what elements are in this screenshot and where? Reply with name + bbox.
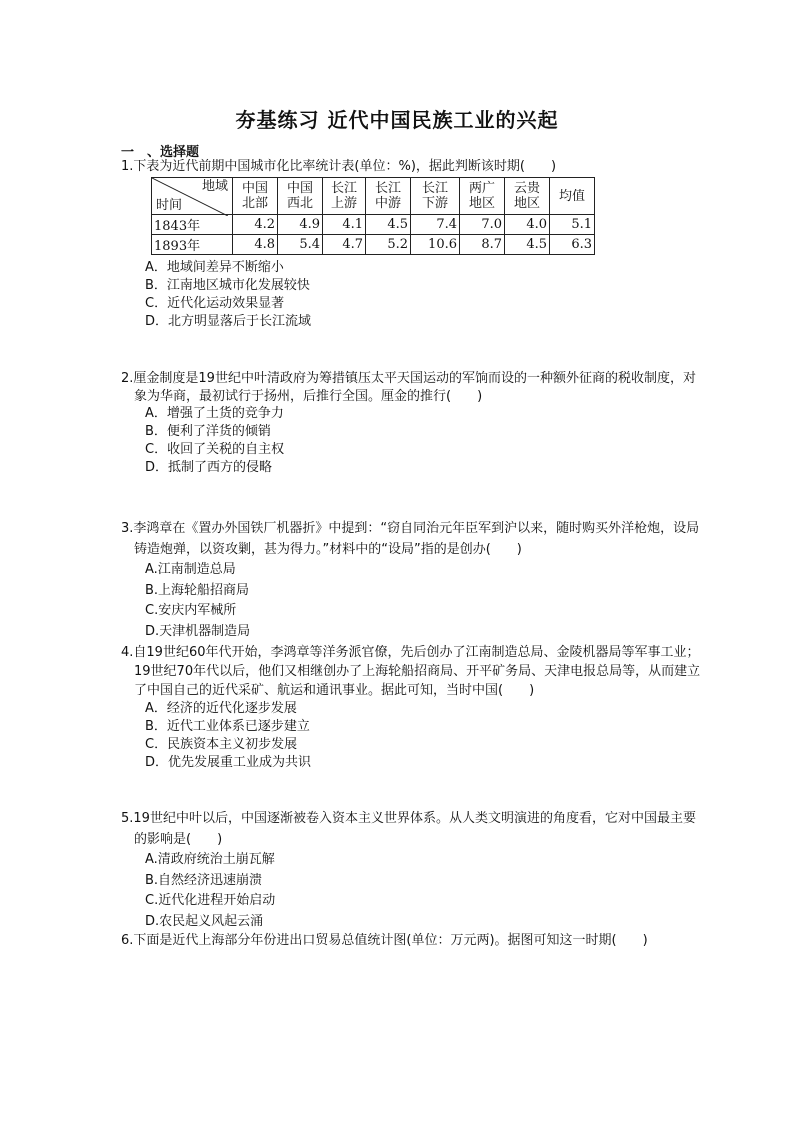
table-header: 中国 西北 — [278, 178, 323, 215]
option-c[interactable]: C．近代化运动效果显著 — [145, 296, 285, 311]
table-cell: 4.0 — [505, 215, 550, 235]
page-title: 夯基练习 近代中国民族工业的兴起 — [235, 108, 559, 132]
table-cell: 4.5 — [505, 235, 550, 255]
option-d[interactable]: D.农民起义风起云涌 — [145, 913, 264, 929]
table-cell: 1893年 — [152, 235, 233, 255]
question-6 — [121, 932, 701, 950]
section-heading: 一 、选择题 — [121, 145, 200, 160]
table-header: 均值 — [550, 178, 595, 215]
option-a[interactable]: A.江南制造总局 — [145, 562, 236, 577]
option-b[interactable]: B.上海轮船招商局 — [145, 582, 250, 598]
option-d[interactable]: D．抵制了西方的侵略 — [145, 460, 273, 475]
table-cell: 7.4 — [411, 215, 460, 235]
table-header: 长江 上游 — [323, 178, 366, 215]
option-d[interactable]: D．北方明显落后于长江流域 — [145, 314, 312, 329]
table-cell: 7.0 — [460, 215, 505, 235]
option-b[interactable]: B．近代工业体系已逐步建立 — [145, 719, 310, 734]
table-header: 云贵 地区 — [505, 178, 550, 215]
question-2 — [121, 370, 701, 477]
table-header: 中国 北部 — [233, 178, 278, 215]
question-4 — [121, 643, 701, 772]
urbanization-table — [151, 177, 595, 255]
option-c[interactable]: C．民族资本主义初步发展 — [145, 737, 298, 752]
option-d[interactable]: D．优先发展重工业成为共识 — [145, 755, 312, 770]
question-stem: 3.李鸿章在《置办外国铁厂机器折》中提到：“窃自同治元年臣军到沪以来，随时购买外洋枪炮，设局铸造炮弹，以资攻剿，甚为得力。”材料中的“设局”指的是创办( ) — [121, 521, 700, 557]
table-cell: 1843年 — [152, 215, 233, 235]
option-a[interactable]: A．地域间差异不断缩小 — [145, 260, 284, 275]
question-5 — [121, 808, 701, 932]
table-cell: 4.8 — [233, 235, 278, 255]
corner-label-time: 时间 — [156, 198, 183, 213]
question-3 — [121, 518, 701, 642]
option-a[interactable]: A．增强了土货的竞争力 — [145, 406, 284, 421]
table-header: 长江 下游 — [411, 178, 460, 215]
table-cell: 5.1 — [550, 215, 595, 235]
table-cell: 4.1 — [323, 215, 366, 235]
option-b[interactable]: B.自然经济迅速崩溃 — [145, 872, 263, 888]
table-header: 两广 地区 — [460, 178, 505, 215]
question-stem: 4.自19世纪60年代开始，李鸿章等洋务派官僚，先后创办了江南制造总局、金陵机器局等军事工业；19世纪70年代以后，他们又相继创办了上海轮船招商局、开平矿务局、天津电报总局等，从而建立了中国自己的近代采矿、航运和通讯事业。据此可知，当时中国( ) — [121, 645, 701, 698]
table-cell: 8.7 — [460, 235, 505, 255]
corner-label-region: 地域 — [201, 179, 228, 194]
option-a[interactable]: A.清政府统治土崩瓦解 — [145, 852, 275, 867]
table-cell: 5.4 — [278, 235, 323, 255]
table-cell: 5.2 — [366, 235, 411, 255]
option-c[interactable]: C.近代化进程开始启动 — [145, 893, 276, 908]
option-b[interactable]: B．江南地区城市化发展较快 — [145, 278, 310, 293]
option-d[interactable]: D.天津机器制造局 — [145, 623, 251, 639]
table-cell: 4.5 — [366, 215, 411, 235]
option-c[interactable]: C.安庆内军械所 — [145, 603, 237, 618]
table-header: 长江 中游 — [366, 178, 411, 215]
table-cell: 6.3 — [550, 235, 595, 255]
question-stem: 2.厘金制度是19世纪中叶清政府为筹措镇压太平天国运动的军饷而设的一种额外征商的税收制度，对象为华商，最初试行于扬州，后推行全国。厘金的推行( ) — [121, 371, 696, 404]
table-cell: 4.9 — [278, 215, 323, 235]
table-corner-cell — [152, 178, 233, 215]
question-stem: 6.下面是近代上海部分年份进出口贸易总值统计图(单位：万元两)。据图可知这一时期( ) — [121, 933, 648, 948]
question-stem: 1.下表为近代前期中国城市化比率统计表(单位：%)，据此判断该时期( ) — [121, 159, 557, 174]
table-cell: 4.2 — [233, 215, 278, 235]
option-a[interactable]: A．经济的近代化逐步发展 — [145, 701, 297, 716]
table-row — [152, 235, 595, 255]
option-b[interactable]: B．便利了洋货的倾销 — [145, 424, 271, 439]
table-cell: 10.6 — [411, 235, 460, 255]
table-row — [152, 215, 595, 235]
table-cell: 4.7 — [323, 235, 366, 255]
question-1 — [121, 158, 701, 176]
question-stem: 5.19世纪中叶以后，中国逐渐被卷入资本主义世界体系。从人类文明演进的角度看，它对中国最主要的影响是( ) — [121, 811, 696, 847]
question-1-options — [121, 259, 701, 331]
option-c[interactable]: C．收回了关税的自主权 — [145, 442, 285, 457]
